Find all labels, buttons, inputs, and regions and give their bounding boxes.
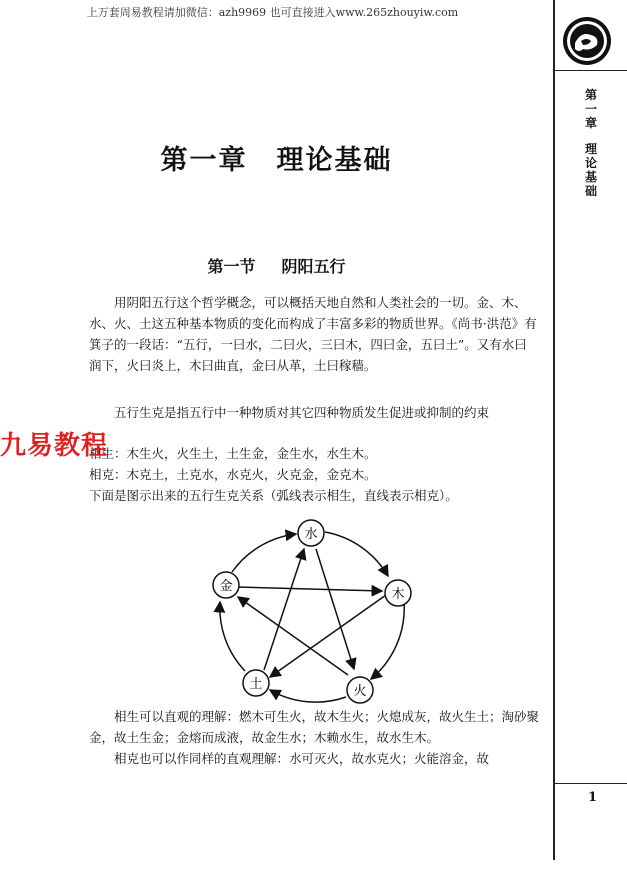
sheng-arc [232,534,296,572]
svg-text:火: 火 [353,684,367,699]
section-number: 第一节 [207,257,256,276]
side-title-char: 第 [584,88,597,102]
intro-paragraph: 用阴阳五行这个哲学概念，可以概括天地自然和人类社会的一切。金、木、水、火、土这五种基本物质的变化而构成了丰富多彩的物质世界。《尚书·洪范》有箕子的一段话：“五行，一曰水，二曰火，三曰木，四曰金，五曰土”。又有水曰润下，火曰炎上，木曰曲直，金曰从革，土曰稼穑。 [89,295,537,373]
sheng-line: 相生：木生火，火生土，土生金，金生水，水生木。 [89,446,377,461]
wuxing-diagram [190,505,430,705]
chapter-title: 第一章 理论基础 [160,145,393,176]
side-title-char: 章 [584,116,597,130]
diagram-intro: 下面是图示出来的五行生克关系（弧线表示相生，直线表示相克）。 [89,488,458,503]
sheng-arc [371,602,404,679]
page-number: 1 [588,790,598,805]
side-title-char: 一 [584,102,597,116]
svg-text:水: 水 [304,527,318,542]
node-water [298,520,324,546]
ke-explain-paragraph: 相克也可以作同样的直观理解：水可灭火，故水克火；火能溶金，故 [114,751,490,766]
ke-line [316,549,354,669]
node-earth [243,670,269,696]
side-chapter-title [583,88,599,198]
sheng-explain-paragraph: 相生可以直观的理解：燃木可生火，故木生火；火熄成灰，故火生土；淘砂聚金，故土生金；金熔而成液，故金生水；木赖水生，故水生木。 [89,709,540,745]
ke-line [238,597,348,675]
sheng-arc [325,532,388,576]
sheng-arc [220,602,245,671]
shengke-paragraph: 五行生克是指五行中一种物质对其它四种物质发生促进或抑制的约束 [114,405,490,420]
node-metal [213,572,239,598]
ke-line [238,587,382,591]
watermark: 九易教程 [0,431,109,461]
margin-rule [553,0,555,860]
ke-line [264,549,304,670]
side-title-char: 基 [584,170,597,184]
ke-line [270,595,386,677]
section-name: 阴阳五行 [281,257,346,276]
header-note: 上万套周易教程请加微信：azh9969 也可直接进入www.265zhouyiw.com [86,6,459,19]
svg-text:土: 土 [249,677,263,692]
section-title [0,254,553,277]
seal-logo-icon [561,15,613,67]
ke-line: 相克：木克土，土克水，水克火，火克金，金克木。 [89,467,377,482]
sheng-arc [270,690,346,702]
side-title-char: 论 [584,156,597,170]
side-title-char: 理 [584,142,597,156]
margin-rule-bottom [553,783,627,784]
side-title-char: 础 [584,184,597,198]
svg-text:木: 木 [391,587,405,602]
node-fire [347,677,373,703]
svg-text:金: 金 [219,579,233,594]
side-title-char [583,130,599,142]
node-wood [385,580,411,606]
margin-rule-top [553,70,627,71]
